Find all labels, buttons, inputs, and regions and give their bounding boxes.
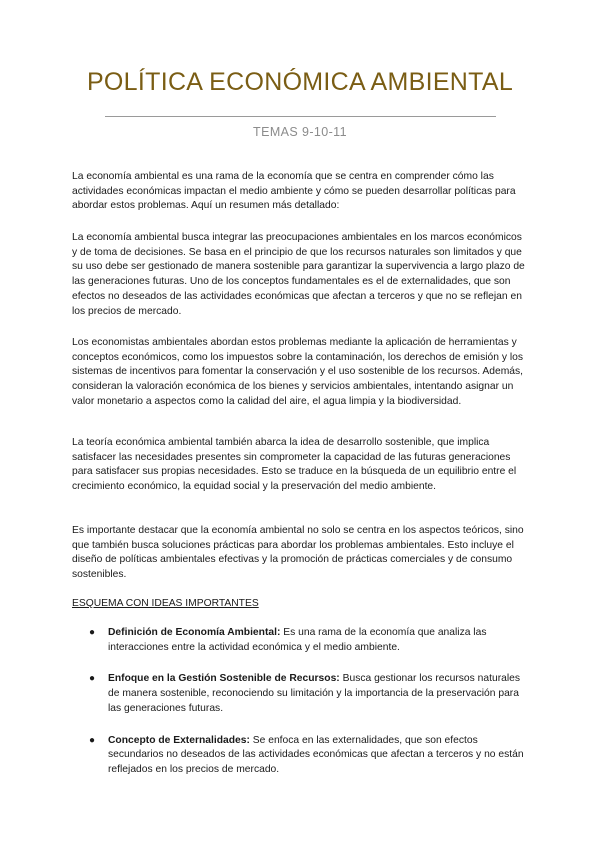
bullet-icon: ●: [89, 673, 96, 685]
title-divider: [105, 116, 496, 117]
list-item: [72, 734, 528, 778]
list-item: [72, 672, 528, 716]
document-subtitle: TEMAS 9-10-11: [253, 125, 347, 139]
bullet-text: Es una rama de la economía que analiza las interacciones entre la actividad económica y el medio ambiente.: [108, 627, 487, 653]
bullet-icon: ●: [89, 734, 96, 746]
bullet-term: Enfoque en la Gestión Sostenible de Recursos:: [108, 673, 340, 685]
key-ideas-list: [72, 626, 528, 795]
paragraph-intro: La economía ambiental es una rama de la economía que se centra en comprender cómo las actividades económicas impactan el medio ambiente y cómo se pueden desarrollar políticas para abordar estos problemas. Aquí un resumen más detallado:: [72, 171, 516, 212]
paragraph-sustainable-development: La teoría económica ambiental también abarca la idea de desarrollo sostenible, que implica satisfacer las necesidades presentes sin comprometer la capacidad de las futuras generaciones para satisfacer sus propias necesidades. Esto se traduce en la búsqueda de un equilibrio entre el crecimiento económico, la equidad social y la preservación del medio ambiente.: [72, 437, 517, 493]
bullet-text: Se enfoca en las externalidades, que son efectos secundarios no deseados de las actividades económicas que afectan a terceros y no están reflejados en los precios de mercado.: [108, 734, 524, 775]
document-title: POLÍTICA ECONÓMICA AMBIENTAL: [86, 68, 514, 96]
list-item: [72, 626, 528, 655]
paragraph-tools: Los economistas ambientales abordan estos problemas mediante la aplicación de herramientas y conceptos económicos, como los impuestos sobre la contaminación, los derechos de emisión y los sistemas de incentivos para fomentar la conservación y el uso sostenible de los recursos. Además, consideran la valoración económica de los bienes y servicios ambientales, intentando asignar un valor monetario a aspectos como la calidad del aire, el agua limpia y la biodiversidad.: [72, 337, 524, 407]
paragraph-practical-solutions: Es importante destacar que la economía ambiental no solo se centra en los aspectos teóricos, sino que también busca soluciones prácticas para abordar los problemas ambientales. Esto incluye el diseño de políticas ambientales efectivas y la promoción de prácticas comerciales y de consumo sostenibles.: [72, 525, 524, 581]
bullet-icon: ●: [89, 627, 96, 638]
bullet-text: Busca gestionar los recursos naturales de manera sostenible, reconociendo su limitación y la importancia de la preservación para las generaciones futuras.: [108, 673, 521, 714]
section-heading: ESQUEMA CON IDEAS IMPORTANTES: [72, 598, 259, 609]
paragraph-integration: La economía ambiental busca integrar las preocupaciones ambientales en los marcos económicos y de toma de decisiones. Se basa en el principio de que los recursos naturales son limitados y que su uso debe ser gestionado de manera sostenible para garantizar la supervivencia a largo plazo de las generaciones futuras. Uno de los conceptos fundamentales es el de externalidades, que son efectos no deseados de las actividades económicas que afectan a terceros y que no se reflejan en los precios de mercado.: [72, 232, 525, 317]
bullet-term: Concepto de Externalidades:: [108, 734, 250, 746]
bullet-term: Definición de Economía Ambiental:: [108, 627, 281, 638]
